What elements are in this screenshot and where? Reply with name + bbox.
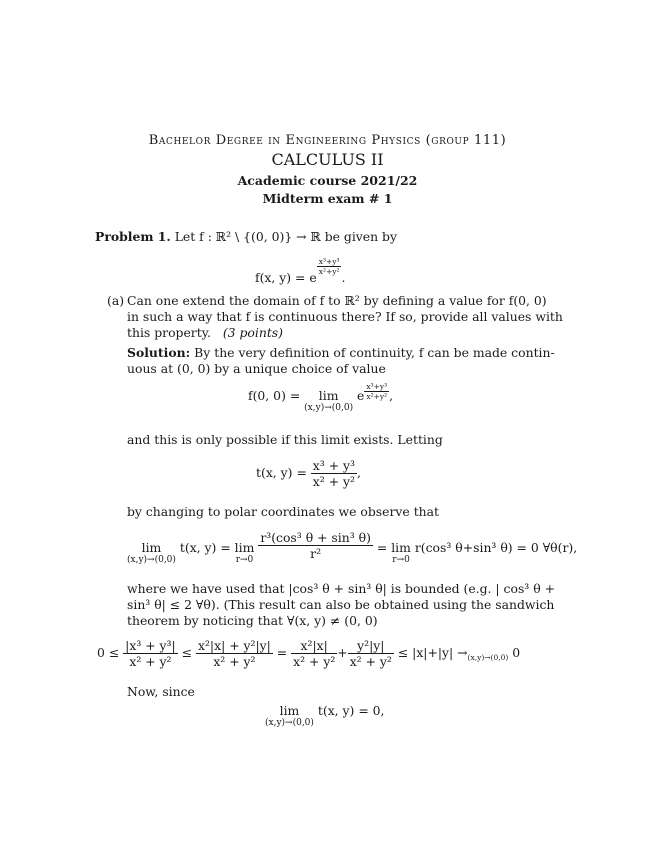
limit-equation-1: f(0, 0) = lim (x,y)→(0,0) e $\frac{\text{x³+y³}}{\text{x²+y²}}$ , — [248, 382, 394, 413]
program-title: Bachelor Degree in Engineering Physics (group 111) — [148, 133, 507, 148]
academic-year: Academic course 2021/22 — [237, 173, 418, 188]
problem-label: Problem 1. — [95, 229, 171, 244]
sandwich-inequality: 0 ≤ $\frac{\text{|x³ + y³|}}{\text{x² + y²}}$ ≤ $\frac{\text{x²|x| + y²|y|}}{\text{x² + y²}}$ = $\frac{\text{x²|x|}}{\text{x² + y²}}$ + $\frac{\text{y²|y|}}{\text{x² + y²}}$ ≤ $|x|+|y| \to_{(x,y)\to(0,0)}$ 0 — [97, 638, 521, 669]
points: (3 points) — [222, 325, 283, 340]
part-a-line-3: this property. (3 points) — [127, 325, 283, 340]
solution-line-1: Solution: By the very definition of continuity, f can be made contin- — [127, 345, 555, 360]
solution-line-6: sin³ θ| ≤ 2 ∀θ). (This result can also be obtained using the sandwich — [127, 597, 555, 612]
solution-line-7: theorem by noticing that ∀(x, y) ≠ (0, 0) — [127, 613, 378, 628]
part-a-label: (a) — [107, 293, 125, 308]
solution-line-2: uous at (0, 0) by a unique choice of value — [127, 361, 386, 376]
function-definition: f(x, y) = e $\frac{\text{x³+y³}}{\text{x²+y²}}$ . — [255, 257, 346, 285]
final-limit-equation: lim (x,y)→(0,0) t(x, y) = 0, — [265, 703, 385, 728]
problem-intro: Let f : ℝ² \ {(0, 0)} → ℝ be given by — [174, 229, 397, 244]
part-a-line-1: Can one extend the domain of f to ℝ² by defining a value for f(0, 0) — [127, 293, 547, 308]
part-a-line-2: in such a way that f is continuous there? If so, provide all values with — [127, 309, 563, 324]
solution-line-3: and this is only possible if this limit exists. Letting — [127, 432, 443, 447]
solution-line-5: where we have used that |cos³ θ + sin³ θ| is bounded (e.g. | cos³ θ + — [127, 581, 555, 596]
solution-line-8: Now, since — [127, 684, 195, 699]
polar-limit-equation: lim (x,y)→(0,0) t(x, y) = lim r→0 $\frac{\text{r³(cos³ θ + sin³ θ)}}{\text{r²}}$ = lim r→0 r(cos³ θ+sin³ θ) = 0 ∀θ(r), — [127, 530, 578, 565]
exam-title: Midterm exam # 1 — [262, 191, 393, 206]
solution-line-4: by changing to polar coordinates we observe that — [127, 504, 440, 519]
solution-label: Solution: — [127, 345, 191, 360]
problem-statement — [95, 229, 397, 245]
course-title: CALCULUS II — [271, 150, 384, 169]
t-definition: t(x, y) = $\frac{\text{x³ + y³}}{\text{x² + y²}}$ , — [256, 458, 361, 489]
